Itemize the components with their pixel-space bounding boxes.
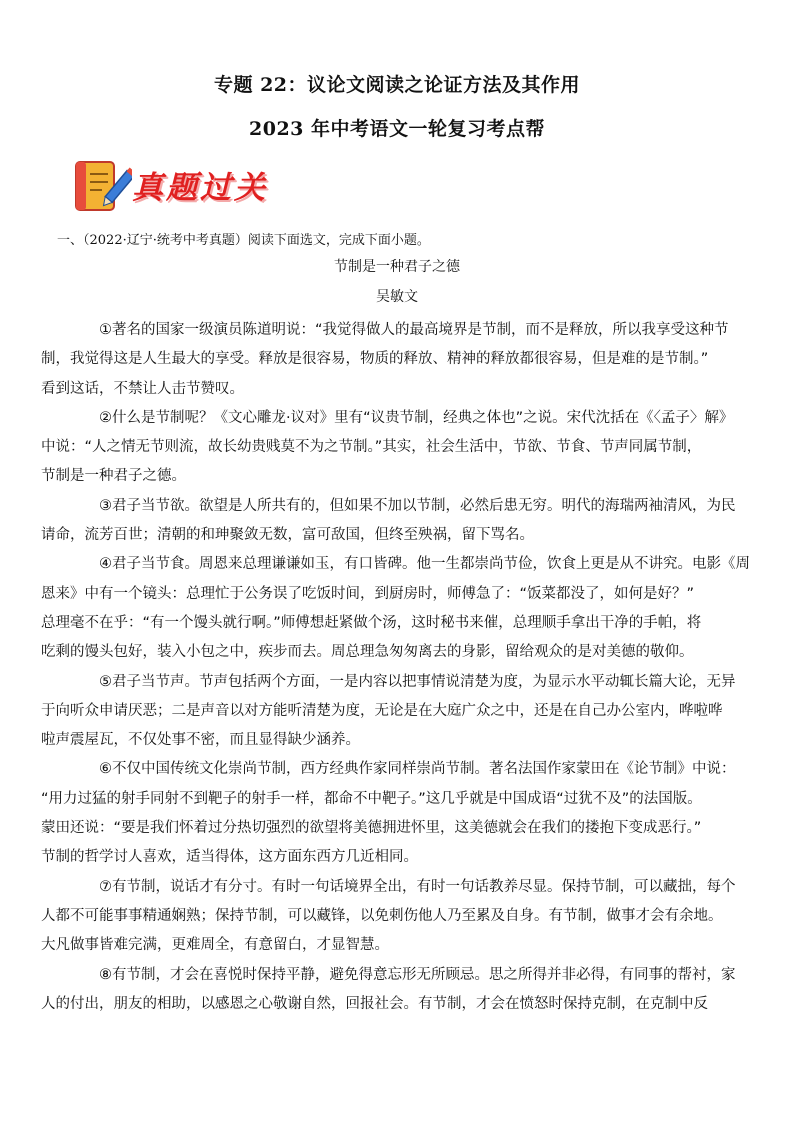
paragraph-line: “用力过猛的射手同射不到靶子的射手一样，都命不中靶子。”这几乎就是中国成语“过犹不及”的法国版。 [41,790,702,807]
paragraph-1 [41,316,729,404]
paragraph-line: ①著名的国家一级演员陈道明说：“我觉得做人的最高境界是节制，而不是释放，所以我享受这种节 [99,322,729,338]
document-title: 专题 22：议论文阅读之论证方法及其作用 [213,74,581,96]
paragraph-line: 制，我觉得这是人生最大的享受。释放是很容易，物质的释放、精神的释放都很容易，但是难的是节制。” [41,351,709,368]
paragraph-line: ⑧有节制，才会在喜悦时保持平静，避免得意忘形无所顾忌。思之所得并非必得，有同事的帮衬，家 [99,966,736,983]
question-intro: 一、（2022·辽宁·统考中考真题）阅读下面选文，完成下面小题。 [57,233,430,248]
paragraph-line: 蒙田还说：“要是我们怀着过分热切强烈的欲望将美德拥进怀里，这美德就会在我们的搂抱下变成恶行。” [41,820,702,837]
paragraph-line: ⑥不仅中国传统文化崇尚节制，西方经典作家同样崇尚节制。著名法国作家蒙田在《论节制》中说： [99,761,736,778]
paragraph-line: ②什么是节制呢？《文心雕龙·议对》里有“议贵节制，经典之体也”之说。宋代沈括在《〈孟子〉解》 [99,409,734,426]
banner-title: 真题过关 [132,170,268,206]
paragraph-6 [41,755,736,872]
paragraph-line: 人都不可能事事精通娴熟；保持节制，可以藏锋，以免刺伤他人乃至累及自身。有节制，做事才会有余地。 [41,907,723,924]
paragraph-line: ⑦有节制，说话才有分寸。有时一句话境界全出，有时一句话教养尽显。保持节制，可以藏拙，每个 [99,878,736,895]
paragraph-line: 吃剩的馒头包好，装入小包之中，疾步而去。周总理急匆匆离去的身影，留给观众的是对美德的敬仰。 [41,644,694,661]
paragraph-7 [41,873,736,961]
document-subtitle: 2023 年中考语文一轮复习考点帮 [249,118,545,140]
paragraph-line: 总理毫不在乎：“有一个馒头就行啊。”师傅想赶紧做个汤，这时秘书来催，总理顺手拿出干净的手帕，将 [41,614,702,631]
paragraph-line: 节制的哲学讨人喜欢，适当得体，这方面东西方几近相同。 [41,849,418,866]
paragraph-line: 大凡做事皆难完满，更难周全，有意留白，才显智慧。 [41,937,389,954]
notebook-pencil-icon [72,160,132,212]
paragraph-line: 于向听众申请厌恶；二是声音以对方能听清楚为度，无论是在大庭广众之中，还是在自己办公室内，哗啦哗 [41,702,723,719]
article-author: 吴敏文 [376,289,418,305]
paragraph-8 [41,961,736,1020]
paragraph-line: 节制是一种君子之德。 [41,468,186,485]
paragraph-line: 中说：“人之情无节则流，故长幼贵贱莫不为之节制。”其实，社会生活中，节欲、节食、节声同属节制， [41,439,702,456]
paragraph-5 [41,668,736,756]
paragraph-2 [41,404,734,492]
paragraph-line: ④君子当节食。周恩来总理谦谦如玉，有口皆碑。他一生都崇尚节俭，饮食上更是从不讲究。电影《周 [99,556,750,573]
paragraph-3 [41,492,736,551]
section-banner [72,160,272,212]
paragraph-line: 人的付出，朋友的相助，以感恩之心敬谢自然，回报社会。有节制，才会在愤怒时保持克制，在克制中反 [41,995,708,1012]
article-body [41,316,750,1019]
paragraph-line: ⑤君子当节声。节声包括两个方面，一是内容以把事情说清楚为度，为显示水平动辄长篇大论，无异 [99,673,736,690]
paragraph-4 [41,550,750,667]
paragraph-line: 请命，流芳百世；清朝的和珅聚敛无数，富可敌国，但终至殃祸，留下骂名。 [41,527,534,544]
article-title: 节制是一种君子之德 [334,259,460,275]
paragraph-line: ③君子当节欲。欲望是人所共有的，但如果不加以节制，必然后患无穷。明代的海瑞两袖清风，为民 [99,497,736,514]
paragraph-line: 看到这话，不禁让人击节赞叹。 [41,380,244,397]
paragraph-line: 啦声震屋瓦，不仅处事不密，而且显得缺少涵养。 [41,732,360,749]
paragraph-line: 恩来》中有一个镜头：总理忙于公务误了吃饭时间，到厨房时，师傅急了：“饭菜都没了，如何是好？” [41,585,695,602]
